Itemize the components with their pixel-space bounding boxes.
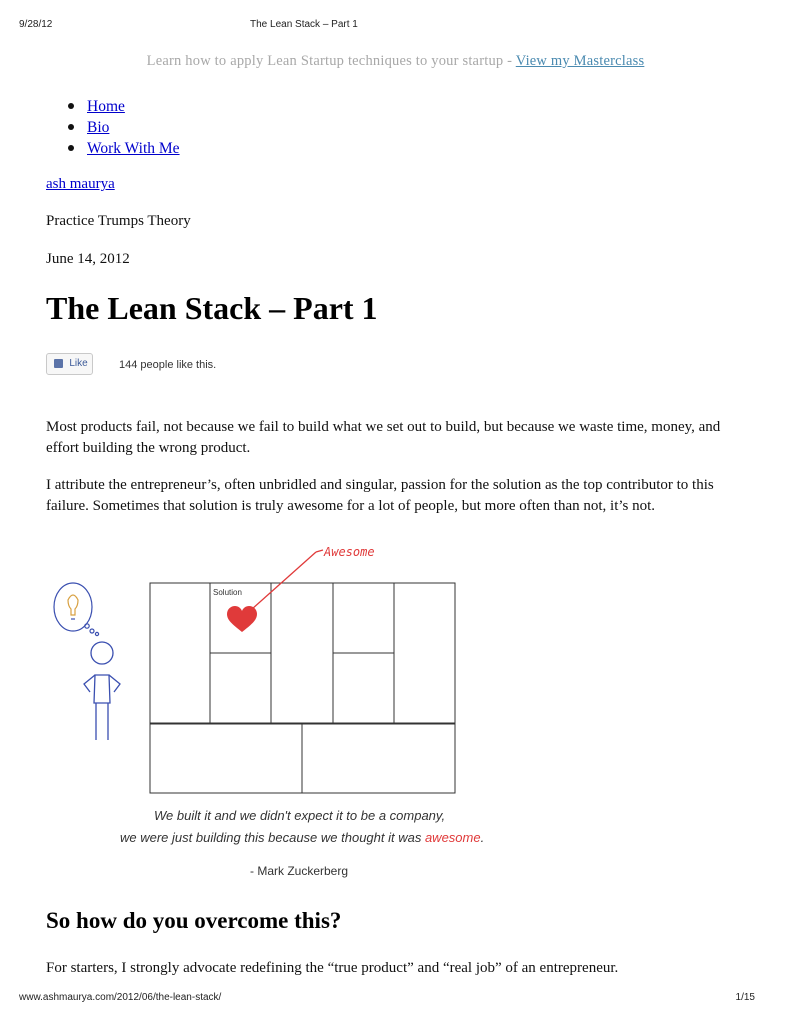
- lean-canvas-grid: [150, 583, 455, 793]
- paragraph-1: Most products fail, not because we fail to build what we set out to build, but because we waste time, money, and effort building the wrong product.: [46, 419, 721, 456]
- quote-attribution: - Mark Zuckerberg: [250, 864, 349, 878]
- lean-canvas-illustration: [40, 535, 510, 885]
- nav-item-work-with-me: [62, 138, 180, 159]
- annotation-line: [252, 552, 316, 609]
- quote-end: .: [480, 830, 485, 845]
- like-button[interactable]: [46, 353, 93, 375]
- print-page-number: 1/15: [735, 992, 755, 1003]
- quote-line-2-text: we were just building this because we thought it was: [120, 830, 425, 845]
- nav-item-bio: [62, 117, 180, 138]
- main-nav: [62, 96, 180, 159]
- lightbulb-thought-icon: [54, 583, 99, 636]
- print-url: www.ashmaurya.com/2012/06/the-lean-stack/: [19, 992, 222, 1003]
- awesome-annotation: Awesome: [324, 545, 375, 559]
- print-page-title: The Lean Stack – Part 1: [250, 19, 358, 30]
- print-date: 9/28/12: [19, 19, 53, 30]
- nav-item-home: [62, 96, 180, 117]
- bullet-icon: [68, 145, 74, 151]
- thumbs-up-icon: [54, 359, 63, 368]
- annotation-tick: [316, 550, 323, 552]
- bullet-icon: [68, 124, 74, 130]
- nav-link-work-with-me[interactable]: Work With Me: [87, 140, 180, 157]
- quote-highlight: awesome: [424, 830, 481, 845]
- nav-link-home[interactable]: Home: [87, 98, 125, 115]
- section-heading: So how do you overcome this?: [46, 908, 342, 933]
- post-date: June 14, 2012: [46, 251, 130, 267]
- post-title: The Lean Stack – Part 1: [46, 290, 378, 326]
- closing-paragraph: For starters, I strongly advocate redefining the “true product” and “real job” of an entrepreneur.: [46, 960, 619, 976]
- masterclass-link[interactable]: View my Masterclass: [515, 53, 645, 69]
- site-tagline: Practice Trumps Theory: [46, 213, 191, 229]
- paragraph-2: I attribute the entrepreneur’s, often unbridled and singular, passion for the solution as the top contributor to this failure. Sometimes that solution is truly awesome for a lot of people, but more often than not, it’s not.: [46, 477, 714, 514]
- promo-banner: [0, 53, 791, 70]
- author-link[interactable]: ash maurya: [46, 176, 115, 192]
- like-button-label: Like: [69, 358, 88, 369]
- heart-icon: [227, 606, 257, 632]
- solution-box-label: Solution: [213, 588, 242, 597]
- quote-line-1: We built it and we didn't expect it to be a company,: [154, 808, 446, 823]
- like-count: 144 people like this.: [119, 359, 217, 371]
- person-sketch-icon: [84, 642, 120, 740]
- nav-link-bio[interactable]: Bio: [87, 119, 110, 136]
- promo-text: Learn how to apply Lean Startup techniques to your startup -: [146, 53, 516, 69]
- bullet-icon: [68, 103, 74, 109]
- quote-line-2: [120, 830, 484, 845]
